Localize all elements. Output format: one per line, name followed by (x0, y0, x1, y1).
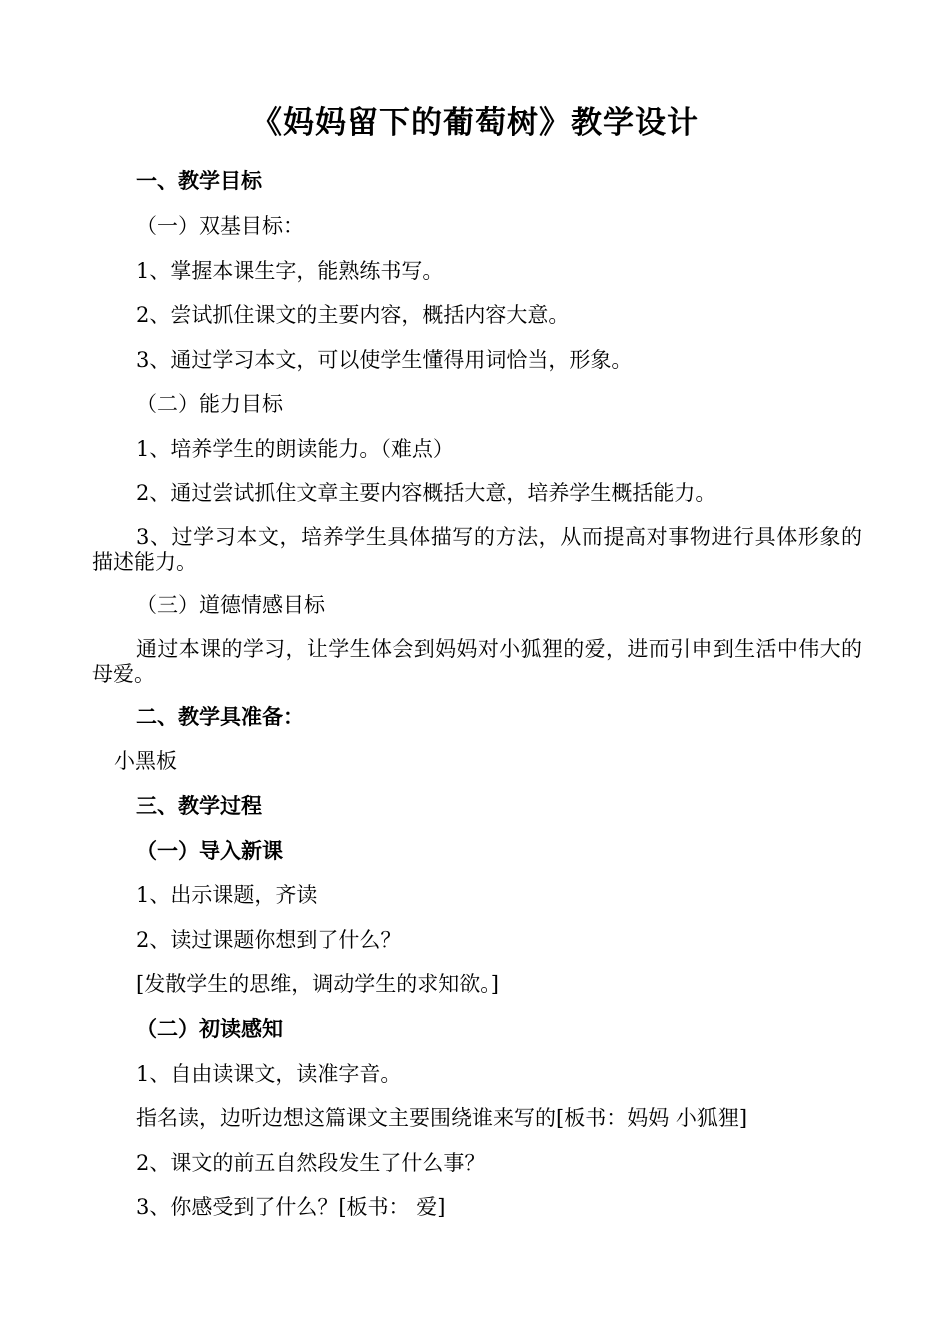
materials-text: 小黑板 (114, 749, 177, 773)
list-item: 2、读过课题你想到了什么？ (136, 928, 402, 952)
list-item: 1、出示课题，齐读 (136, 883, 318, 907)
list-item: 3、通过学习本文，可以使学生懂得用词恰当，形象。 (136, 348, 633, 372)
section-heading-materials: 二、教学具准备： (136, 705, 304, 729)
paragraph-ability-item-3: 3、过学习本文，培养学生具体描写的方法，从而提高对事物进行具体形象的描述能力。 (92, 525, 862, 574)
subheading-ability-goals: （二）能力目标 (136, 392, 283, 416)
document-title: 《妈妈留下的葡萄树》教学设计 (251, 105, 699, 141)
list-item: 3、你感受到了什么？[板书： 爱] (136, 1195, 446, 1219)
list-item: 2、通过尝试抓住文章主要内容概括大意，培养学生概括能力。 (136, 481, 717, 505)
list-item: 2、课文的前五自然段发生了什么事？ (136, 1151, 486, 1175)
list-item: [发散学生的思维，调动学生的求知欲。] (136, 972, 499, 996)
section-heading-teaching-process: 三、教学过程 (136, 794, 262, 818)
section-heading-teaching-goals: 一、教学目标 (136, 169, 262, 193)
paragraph-moral-goals: 通过本课的学习，让学生体会到妈妈对小狐狸的爱，进而引申到生活中伟大的母爱。 (92, 637, 862, 686)
subheading-first-reading: （二）初读感知 (136, 1017, 283, 1041)
subheading-moral-goals: （三）道德情感目标 (136, 593, 325, 617)
list-item: 1、培养学生的朗读能力。（难点） (136, 437, 454, 461)
list-item: 2、尝试抓住课文的主要内容，概括内容大意。 (136, 303, 570, 327)
list-item: 1、掌握本课生字，能熟练书写。 (136, 259, 444, 283)
list-item: 指名读，边听边想这篇课文主要围绕谁来写的[板书：妈妈 小狐狸] (136, 1106, 748, 1130)
subheading-basic-goals: （一）双基目标： (136, 214, 304, 238)
list-item: 1、自由读课文，读准字音。 (136, 1062, 402, 1086)
subheading-introduction: （一）导入新课 (136, 839, 283, 863)
